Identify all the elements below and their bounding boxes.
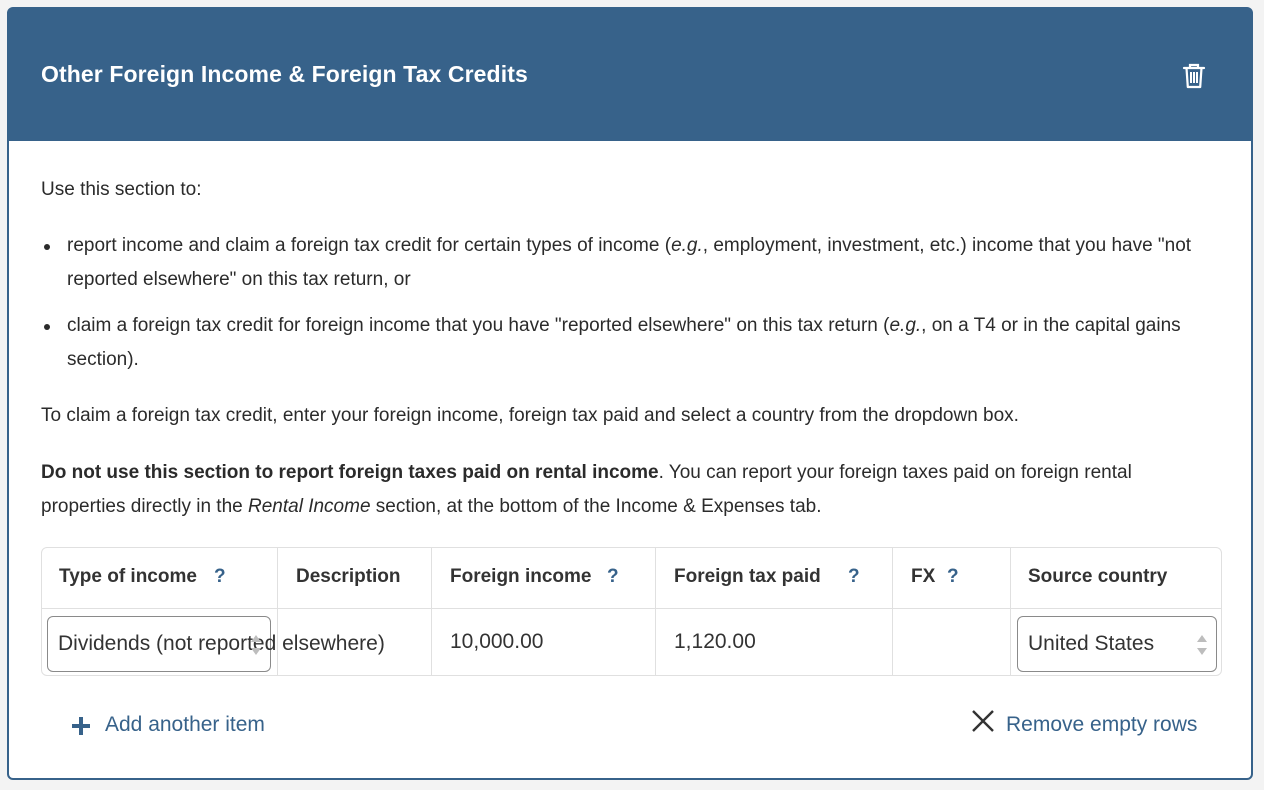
header-foreign-income: Foreign income <box>450 566 592 587</box>
source-country-value: United States <box>1028 632 1155 655</box>
foreign-income-cell[interactable]: 10,000.00 <box>450 630 544 653</box>
help-foreign-income-icon[interactable]: ? <box>607 566 619 587</box>
column-divider <box>1010 548 1011 675</box>
claim-instructions: To claim a foreign tax credit, enter your foreign income, foreign tax paid and select a country from the dropdown box. <box>41 405 1019 426</box>
type-of-income-select[interactable] <box>47 616 385 672</box>
header-type-of-income: Type of income <box>59 566 197 587</box>
remove-empty-rows-button[interactable]: Remove empty rows <box>1006 713 1198 736</box>
bullet-item: claim a foreign tax credit for foreign income that you have "reported elsewhere" on this tax return (e.g., on a T4 or in the capital gains section). <box>41 309 1221 377</box>
header-divider <box>42 608 1221 609</box>
type-of-income-value: Dividends (not reported elsewhere) <box>58 632 385 655</box>
source-country-select[interactable] <box>1017 616 1217 672</box>
help-foreign-tax-paid-icon[interactable]: ? <box>848 566 860 587</box>
rental-warning: Do not use this section to report foreign taxes paid on rental income. You can report your foreign taxes paid on foreign rental properties directly in the Rental Income section, at the bottom of the Income & Expenses tab. <box>41 462 1132 517</box>
card-title: Other Foreign Income & Foreign Tax Credits <box>41 61 528 87</box>
close-icon[interactable] <box>971 709 995 733</box>
column-divider <box>431 548 432 675</box>
plus-icon[interactable] <box>71 716 91 736</box>
help-type-of-income-icon[interactable]: ? <box>214 566 226 587</box>
bullet-list <box>41 229 1221 389</box>
card-header <box>9 9 1251 141</box>
bullet-item: report income and claim a foreign tax credit for certain types of income (e.g., employment, investment, etc.) income that you have "not reported elsewhere" on this tax return, or <box>41 229 1221 297</box>
select-arrows-icon <box>250 633 262 657</box>
column-divider <box>655 548 656 675</box>
header-foreign-tax-paid: Foreign tax paid <box>674 566 821 587</box>
select-arrows-icon <box>1196 633 1208 657</box>
trash-icon[interactable] <box>1183 63 1205 89</box>
description-cell[interactable] <box>296 630 416 654</box>
header-source-country: Source country <box>1028 566 1168 587</box>
foreign-tax-paid-cell[interactable]: 1,120.00 <box>674 630 756 653</box>
fx-cell[interactable] <box>911 630 991 654</box>
intro-text: Use this section to: <box>41 179 202 200</box>
column-divider <box>892 548 893 675</box>
foreign-income-table <box>41 547 1222 676</box>
add-item-button[interactable]: Add another item <box>105 713 265 736</box>
foreign-income-card <box>7 7 1253 780</box>
help-fx-icon[interactable]: ? <box>947 566 959 587</box>
header-fx: FX <box>911 566 936 587</box>
header-description: Description <box>296 566 401 587</box>
